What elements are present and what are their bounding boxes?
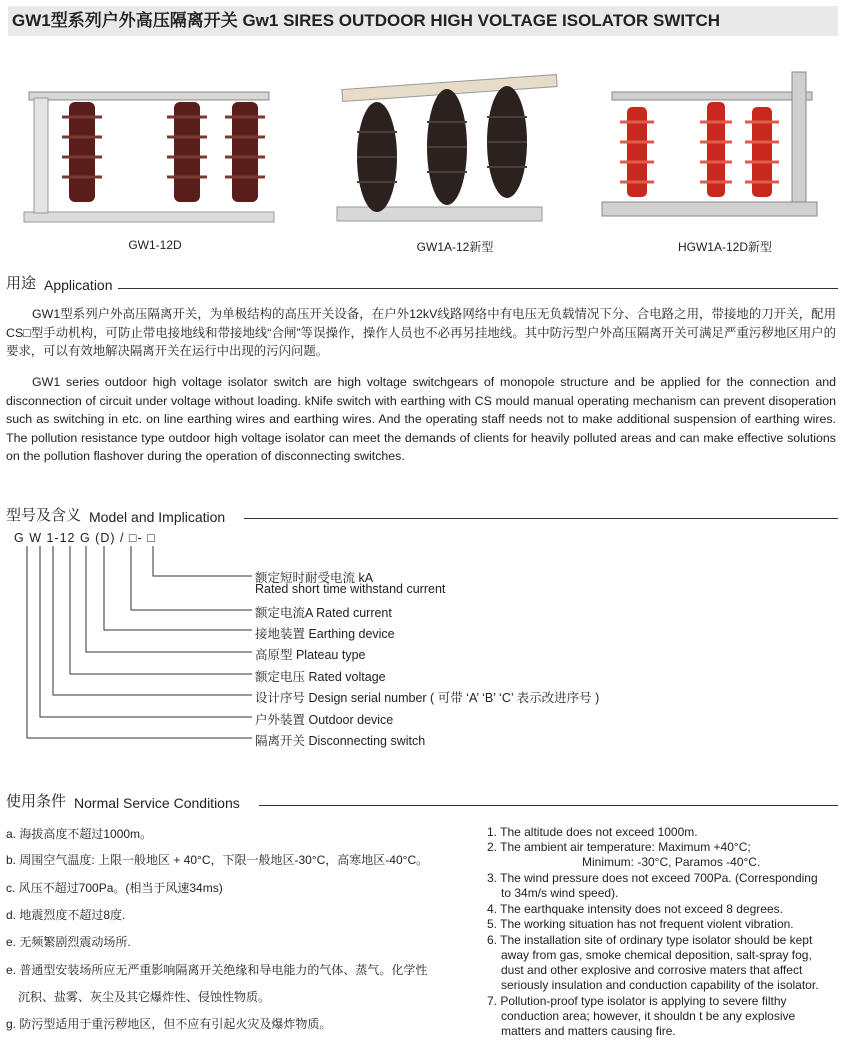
model-label: 额定电压 Rated voltage bbox=[255, 670, 386, 684]
condition-cn: b. 周围空气温度: 上限一般地区 + 40°C，下限一般地区-30°C，高寒地区-40°C。 bbox=[6, 853, 429, 867]
model-label: Rated short time withstand current bbox=[255, 582, 446, 596]
product-caption: GW1A-12新型 bbox=[416, 240, 494, 254]
condition-cn: e. 无频繁剧烈震动场所. bbox=[6, 935, 131, 949]
condition-cn: 沉积、盐雾、灰尘及其它爆炸性、侵蚀性物质。 bbox=[18, 990, 271, 1004]
model-label: 额定短时耐受电流 kA bbox=[255, 571, 374, 585]
gw1a-12-photo bbox=[332, 62, 568, 232]
condition-en: 1. The altitude does not exceed 1000m. bbox=[487, 825, 698, 839]
condition-en: matters and matters causing fire. bbox=[501, 1024, 676, 1038]
model-label: 额定电流A Rated current bbox=[255, 606, 392, 620]
model-label: 高原型 Plateau type bbox=[255, 648, 366, 662]
condition-en: 7. Pollution-proof type isolator is applying to severe filthy bbox=[487, 994, 787, 1008]
application-paragraph-cn: GW1型系列户外高压隔离开关，为单极结构的高压开关设备，在户外12kV线路网络中有电压无负载情况下分、合电路之用，带接地的刀开关，配用CS□型手动机构，可防止带电接地线和带接地线“合闸”等误操作，操作人员也不必再另挂地线。其中防污型户外高压隔离开关可满足严重污秽地区用户的要求，可以有效地解决隔离开关在运行中出现的污闪问题。 bbox=[6, 307, 836, 358]
model-heading-cn: 型号及含义 bbox=[6, 507, 82, 524]
condition-en: 5. The working situation has not frequent violent vibration. bbox=[487, 917, 794, 931]
condition-en: Minimum: -30°C, Paramos -40°C. bbox=[582, 855, 761, 869]
model-code: G W 1-12 G (D) / □- □ bbox=[14, 531, 156, 545]
condition-en: to 34m/s wind speed). bbox=[501, 886, 619, 900]
gw1-12d-photo bbox=[14, 62, 282, 232]
application-heading-cn: 用途 bbox=[6, 275, 37, 292]
product-caption: HGW1A-12D新型 bbox=[677, 240, 772, 254]
condition-en: dust and other explosive and corrosive maters that affect bbox=[501, 963, 803, 977]
condition-en: seriously insulation and conduction capability of the isolator. bbox=[501, 978, 819, 992]
section-divider bbox=[118, 288, 838, 289]
product-caption: GW1-12D bbox=[128, 238, 182, 252]
model-label: 户外装置 Outdoor device bbox=[255, 713, 394, 727]
model-heading-en: Model and Implication bbox=[89, 509, 226, 525]
model-code-connector-lines bbox=[0, 546, 260, 746]
application-heading-en: Application bbox=[44, 277, 113, 293]
conditions-heading-cn: 使用条件 bbox=[6, 793, 67, 810]
conditions-heading bbox=[6, 790, 240, 811]
condition-cn: d. 地震烈度不超过8度. bbox=[6, 908, 126, 922]
condition-en: 6. The installation site of ordinary type isolator should be kept bbox=[487, 933, 813, 947]
condition-cn: e. 普通型安装场所应无严重影响隔离开关绝缘和导电能力的气体、蒸气。化学性 bbox=[6, 963, 428, 977]
condition-en: conduction area; however, it shouldn t be any explosive bbox=[501, 1009, 796, 1023]
condition-cn: g. 防污型适用于重污秽地区，但不应有引起火灾及爆炸物质。 bbox=[6, 1017, 332, 1031]
section-divider bbox=[244, 518, 838, 519]
conditions-heading-en: Normal Service Conditions bbox=[74, 795, 240, 811]
section-divider bbox=[259, 805, 838, 806]
model-label: 设计序号 Design serial number ( 可带 ‘A’ ‘B’ ‘C’ 表示改进序号 ) bbox=[255, 691, 600, 705]
hgw1a-12d-photo bbox=[592, 62, 832, 232]
application-heading bbox=[6, 272, 113, 293]
condition-en: 3. The wind pressure does not exceed 700Pa. (Corresponding bbox=[487, 871, 818, 885]
model-heading bbox=[6, 504, 225, 525]
model-label: 接地装置 Earthing device bbox=[255, 627, 395, 641]
condition-cn: c. 风压不超过700Pa。(相当于风速34ms) bbox=[6, 881, 223, 895]
page-title: GW1型系列户外高压隔离开关 Gw1 SIRES OUTDOOR HIGH VOLTAGE ISOLATOR SWITCH bbox=[8, 6, 838, 36]
condition-en: away from gas, smoke chemical deposition, salt-spray fog, bbox=[501, 948, 812, 962]
condition-en: 4. The earthquake intensity does not exceed 8 degrees. bbox=[487, 902, 783, 916]
model-label: 隔离开关 Disconnecting switch bbox=[255, 734, 426, 748]
condition-cn: a. 海拔高度不超过1000m。 bbox=[6, 827, 153, 841]
condition-en: 2. The ambient air temperature: Maximum +40°C; bbox=[487, 840, 751, 854]
application-paragraph-en: GW1 series outdoor high voltage isolator switch are high voltage switchgears of monopole structure and be applied for the connection and disconnection of circuit under voltage without loading. kNife switch with earthing with CS mould manual operating mechanism can prevent disoperation such as switching in etc. on line earthing wires and earthing wires. And the operating staff needs not to make additional suspension of earthing wires. The pollution resistance type outdoor high voltage isolator can meet the demands of clients for heavily polluted areas and can make effective solutions on the pollution flashover during the operation of disconnecting switches. bbox=[6, 375, 836, 463]
